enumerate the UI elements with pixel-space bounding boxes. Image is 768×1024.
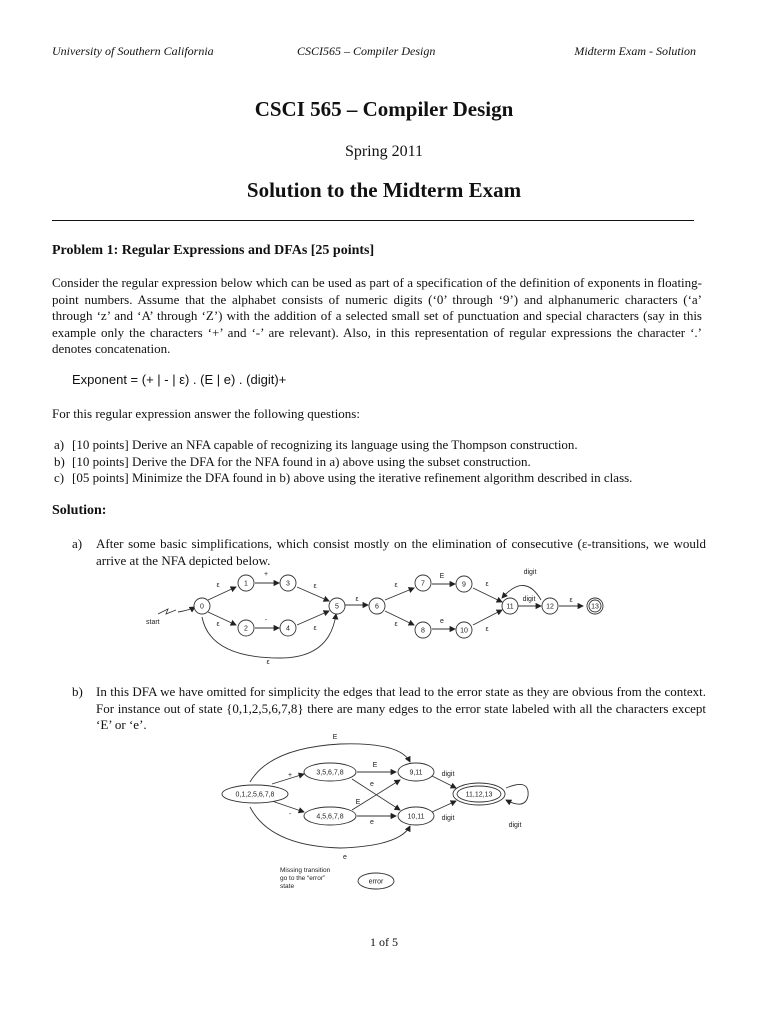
- nfa-edge-label: ε: [216, 621, 220, 628]
- dfa-diagram: [220, 728, 540, 900]
- answer-label: b): [72, 684, 83, 699]
- header-course: CSCI565 – Compiler Design: [297, 44, 436, 58]
- nfa-state-label: 7: [421, 580, 425, 588]
- nfa-start-label: start: [146, 619, 160, 626]
- dfa-edge: [432, 801, 456, 812]
- nfa-edge-label: ε: [266, 659, 270, 666]
- header-university: University of Southern California: [52, 44, 214, 58]
- dfa-edge-label: E: [372, 762, 378, 769]
- term: Spring 2011: [344, 143, 424, 160]
- nfa-state-label: 3: [286, 580, 290, 588]
- nfa-state-label: 5: [335, 603, 339, 611]
- nfa-state-label: 11: [506, 603, 514, 611]
- nfa-edge-label: E: [439, 573, 445, 580]
- document-title: Solution to the Midterm Exam: [246, 178, 522, 202]
- nfa-state-label: 2: [244, 625, 248, 633]
- dfa-state-label: error: [368, 878, 384, 886]
- nfa-edge-label: digit: [523, 569, 537, 576]
- nfa-state-label: 10: [460, 627, 468, 635]
- question-item: [52, 437, 712, 454]
- question-item: [52, 470, 712, 487]
- nfa-edge-label: ε: [569, 597, 573, 604]
- nfa-edge-label: ε: [313, 625, 317, 632]
- question-label: a): [54, 437, 65, 452]
- nfa-start-arrow: [178, 607, 195, 612]
- nfa-edge: [208, 612, 236, 625]
- nfa-state-label: 6: [375, 603, 379, 611]
- nfa-edge: [208, 587, 236, 600]
- dfa-state-label: 10,11: [407, 813, 425, 821]
- nfa-edge: [473, 610, 502, 625]
- nfa-edge-label: +: [263, 571, 269, 578]
- nfa-edge-label: e: [440, 618, 444, 625]
- nfa-edge: [473, 588, 502, 602]
- dfa-edge-label: -: [288, 811, 292, 818]
- nfa-edge: [297, 611, 329, 625]
- start-zigzag: [158, 609, 176, 614]
- dfa-state-label: 4,5,6,7,8: [316, 813, 344, 821]
- nfa-edge: [385, 588, 414, 600]
- nfa-state-label: 1: [244, 580, 248, 588]
- nfa-state-label: 4: [286, 625, 290, 633]
- dfa-edge-label: +: [287, 772, 293, 779]
- dfa-state-label: 3,5,6,7,8: [316, 769, 344, 777]
- question-item: [52, 454, 712, 471]
- nfa-state-label: 13: [591, 603, 599, 611]
- nfa-diagram: [140, 562, 620, 672]
- question-label: c): [54, 470, 65, 485]
- nfa-state-label: 9: [462, 581, 466, 589]
- dfa-edge-label: e: [370, 819, 374, 826]
- page-number: 1 of 5: [370, 935, 398, 949]
- dfa-note-line: Missing transition: [280, 867, 331, 874]
- dfa-loop-edge: [506, 784, 528, 804]
- nfa-edge-label: ε: [394, 582, 398, 589]
- title-divider: [52, 220, 694, 221]
- question-list: [52, 437, 712, 487]
- nfa-edge: [385, 611, 414, 625]
- dfa-edge-label: digit: [441, 771, 455, 778]
- nfa-edge-label: ε: [216, 582, 220, 589]
- problem-heading: Problem 1: Regular Expressions and DFAs [25 points]: [52, 243, 375, 258]
- dfa-state-label: 11,12,13: [465, 791, 493, 799]
- dfa-note-line: state: [280, 883, 295, 890]
- question-text: [10 points] Derive an NFA capable of recognizing its language using the Thompson construction.: [72, 437, 578, 452]
- regex-formula: Exponent = (+ | - | ε) . (E | e) . (digit)+: [72, 372, 287, 387]
- nfa-edge-label: -: [264, 617, 268, 624]
- running-header: [52, 44, 696, 60]
- nfa-edge-label: ε: [485, 581, 489, 588]
- dfa-edge-label: E: [332, 734, 338, 741]
- nfa-edge-label: ε: [355, 596, 359, 603]
- nfa-state-label: 8: [421, 627, 425, 635]
- dfa-edge-label: e: [343, 854, 347, 861]
- nfa-state-label: 0: [200, 603, 204, 611]
- nfa-edge-label: ε: [313, 583, 317, 590]
- answer-b: [72, 684, 706, 734]
- dfa-state-label: 0,1,2,5,6,7,8: [235, 791, 275, 799]
- nfa-edge-label: digit: [522, 596, 536, 603]
- nfa-state-label: 12: [546, 603, 554, 611]
- question-text: [10 points] Derive the DFA for the NFA found in a) above using the subset construction.: [72, 453, 531, 469]
- question-text: [05 points] Minimize the DFA found in b) above using the iterative refinement algorithm described in class.: [72, 470, 633, 485]
- dfa-note-line: go to the “error”: [280, 875, 326, 882]
- answer-text: In this DFA we have omitted for simplicity the edges that lead to the error state as they are obvious from the context. For instance out of state {0,1,2,5,6,7,8} there are many edges to the error state labeled with all the characters except ‘E’ or ‘e’.: [96, 684, 706, 732]
- nfa-bypass-edge: [202, 614, 336, 658]
- dfa-edge-label: digit: [441, 815, 455, 822]
- nfa-edge-label: ε: [394, 621, 398, 628]
- dfa-edge-label: e: [370, 781, 374, 788]
- answer-label: a): [72, 536, 83, 551]
- problem-intro: Consider the regular expression below which can be used as part of a specification of the definition of exponents in floating-point numbers. Assume that the alphabet consists of numeric digits (‘0’ through ‘9’) and alphanumeric characters (‘a’ through ‘z’ and ‘A’ through ‘Z’) with the addition of a selected small set of punctuation and special characters (say in this example only the characters ‘+’ and ‘-’ are relevant). Also, in this representation of regular expressions the character ‘.’ denotes concatenation.: [52, 275, 702, 356]
- questions-prompt: For this regular expression answer the following questions:: [52, 406, 360, 421]
- nfa-edge-label: ε: [485, 626, 489, 633]
- header-doc-type: Midterm Exam - Solution: [574, 44, 696, 58]
- question-label: b): [54, 453, 65, 469]
- dfa-state-label: 9,11: [409, 769, 423, 777]
- dfa-edge-label: digit: [508, 822, 522, 829]
- course-title: CSCI 565 – Compiler Design: [254, 97, 514, 121]
- answer-text: After some basic simplifications, which consist mostly on the elimination of consecutive (ε-transitions, we would arrive at the NFA depicted below.: [96, 536, 706, 568]
- dfa-edge-label: E: [355, 799, 361, 806]
- solution-heading: Solution:: [52, 503, 107, 518]
